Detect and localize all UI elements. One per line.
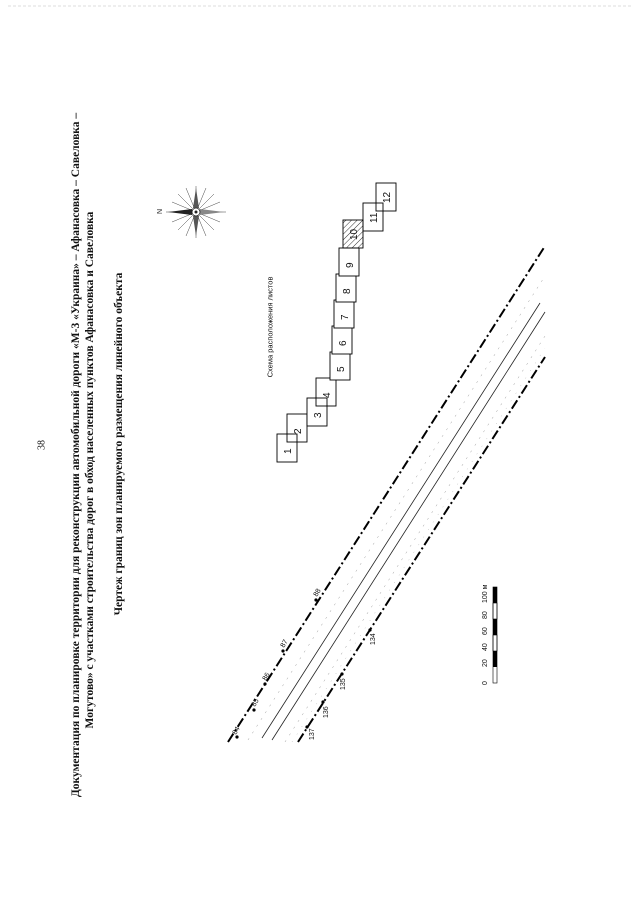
sheet-frame bbox=[330, 352, 350, 380]
picket-label: 88 bbox=[312, 587, 323, 598]
sheet-number: 2 bbox=[293, 428, 304, 434]
picket-label: 136 bbox=[323, 706, 330, 718]
upper-zone-boundary bbox=[228, 246, 545, 742]
page-number: 38 bbox=[36, 440, 48, 450]
sheet-frame-highlighted bbox=[343, 220, 363, 248]
scale-tick-label: 40 bbox=[482, 643, 489, 651]
lower-zone-boundary bbox=[298, 357, 545, 742]
sheet-number: 5 bbox=[336, 366, 347, 372]
scale-tick-label: 20 bbox=[482, 659, 489, 667]
scale-bar-segment bbox=[493, 635, 497, 651]
scale-bar-segment bbox=[493, 651, 497, 667]
picket-marker bbox=[321, 700, 324, 703]
sheet-frame bbox=[334, 300, 354, 328]
construction-line bbox=[248, 276, 545, 740]
picket-label: 85 bbox=[250, 697, 261, 708]
scale-bar-segment bbox=[493, 587, 497, 603]
compass-rose-icon bbox=[157, 186, 226, 238]
road-edge-left bbox=[262, 303, 540, 738]
construction-line bbox=[292, 348, 545, 742]
picket-label: 86 bbox=[261, 671, 272, 682]
sheet-scheme-label: Схема расположения листов bbox=[265, 276, 275, 378]
scale-bar bbox=[482, 584, 497, 685]
picket-label: 87 bbox=[279, 638, 290, 649]
picket-marker bbox=[340, 672, 343, 675]
picket-marker bbox=[305, 725, 308, 728]
picket-marker bbox=[368, 628, 371, 631]
sheet-frame bbox=[376, 183, 396, 211]
sheet-number: 8 bbox=[342, 288, 353, 294]
scale-tick-label: 0 bbox=[482, 681, 489, 685]
scale-bar-segment bbox=[493, 619, 497, 635]
sheet-frame bbox=[332, 326, 352, 354]
scale-bar-segment bbox=[493, 603, 497, 619]
north-label: N bbox=[157, 208, 164, 214]
picket-marker bbox=[314, 598, 317, 601]
road-corridor bbox=[228, 246, 545, 742]
sheet-frame bbox=[363, 203, 383, 231]
title-line-1: Документация по планировке территории для реконструкции автомобильной дороги «М-3 «Украина» – Афанасовка – Савеловка – bbox=[70, 112, 82, 798]
picket-label: 137 bbox=[309, 728, 316, 740]
picket-label: 134 bbox=[370, 633, 377, 645]
sheet-number: 6 bbox=[338, 340, 349, 346]
picket-label: 84 bbox=[231, 725, 242, 736]
sheet-number: 11 bbox=[369, 212, 380, 223]
scale-tick-label: 80 bbox=[482, 611, 489, 619]
sheet-frame bbox=[307, 398, 327, 426]
title-line-2: Могутово» с участками строительства дорог в обход населенных пунктов Афанасовка и Савеловка bbox=[84, 211, 96, 729]
sheet-number: 10 bbox=[349, 228, 360, 240]
scale-tick-label: 100 м bbox=[482, 584, 489, 603]
sheet-number: 9 bbox=[345, 262, 356, 268]
sheet-number: 3 bbox=[313, 412, 324, 418]
sheet-number: 4 bbox=[322, 392, 333, 398]
drawing-subtitle: Чертеж границ зон планируемого размещения линейного объекта bbox=[113, 272, 125, 616]
sheet-layout-scheme bbox=[277, 183, 396, 462]
sheet-number: 7 bbox=[340, 314, 351, 320]
picket-label: 135 bbox=[340, 678, 347, 690]
sheet-frame bbox=[336, 274, 356, 302]
picket-marker bbox=[281, 649, 284, 652]
lower-pickets bbox=[305, 628, 377, 740]
picket-marker bbox=[252, 708, 255, 711]
sheet-frame bbox=[339, 248, 359, 276]
scale-tick-label: 60 bbox=[482, 627, 489, 635]
picket-marker bbox=[263, 682, 266, 685]
road-edge-right bbox=[272, 312, 545, 740]
sheet-number: 1 bbox=[283, 448, 294, 454]
sheet-number: 12 bbox=[382, 191, 393, 203]
